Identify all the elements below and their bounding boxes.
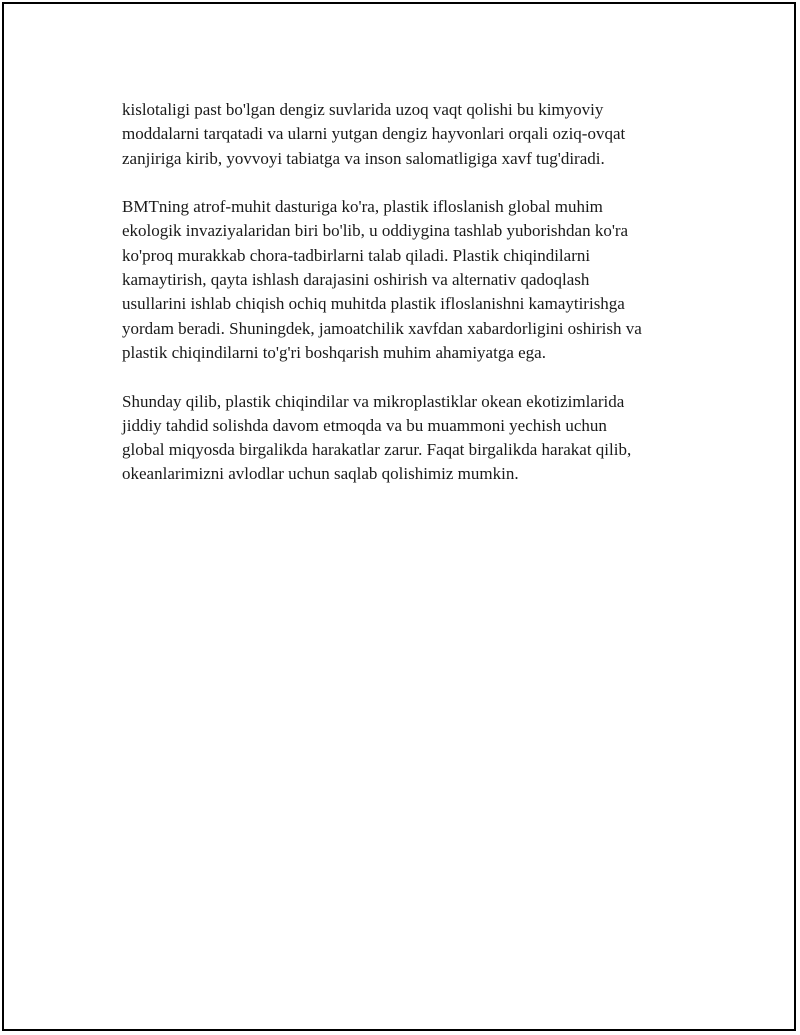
text-line: ko'proq murakkab chora-tadbirlarni talab qiladi. Plastik chiqindilarni xyxy=(122,245,591,265)
paragraph-3 xyxy=(122,390,702,487)
text-line: kamaytirish, qayta ishlash darajasini oshirish va alternativ qadoqlash xyxy=(122,270,590,290)
text-line: jiddiy tahdid solishda davom etmoqda va bu muammoni yechish uchun xyxy=(122,415,607,435)
text-line: moddalarni tarqatadi va ularni yutgan dengiz hayvonlari orqali oziq-ovqat xyxy=(122,124,626,144)
text-line: Shunday qilib, plastik chiqindilar va mikroplastiklar okean ekotizimlarida xyxy=(122,391,625,411)
paragraph-1 xyxy=(122,98,702,171)
paragraph-2 xyxy=(122,195,702,365)
text-line: usullarini ishlab chiqish ochiq muhitda plastik ifloslanishni kamaytirishga xyxy=(122,294,625,314)
text-line: okeanlarimizni avlodlar uchun saqlab qolishimiz mumkin. xyxy=(122,464,519,484)
text-line: plastik chiqindilarni to'g'ri boshqarish muhim ahamiyatga ega. xyxy=(122,342,546,362)
text-line: global miqyosda birgalikda harakatlar zarur. Faqat birgalikda harakat qilib, xyxy=(122,440,632,460)
text-line: kislotaligi past bo'lgan dengiz suvlarida uzoq vaqt qolishi bu kimyoviy xyxy=(122,100,604,119)
document-page xyxy=(2,2,796,1031)
text-line: zanjiriga kirib, yovvoyi tabiatga va inson salomatligiga xavf tug'diradi. xyxy=(122,148,605,168)
text-line: ekologik invaziyalaridan biri bo'lib, u oddiygina tashlab yuborishdan ko'ra xyxy=(122,221,629,241)
document-body xyxy=(122,98,702,511)
text-line: BMTning atrof-muhit dasturiga ko'ra, plastik ifloslanish global muhim xyxy=(122,197,603,217)
text-line: yordam beradi. Shuningdek, jamoatchilik xavfdan xabardorligini oshirish va xyxy=(122,318,642,338)
